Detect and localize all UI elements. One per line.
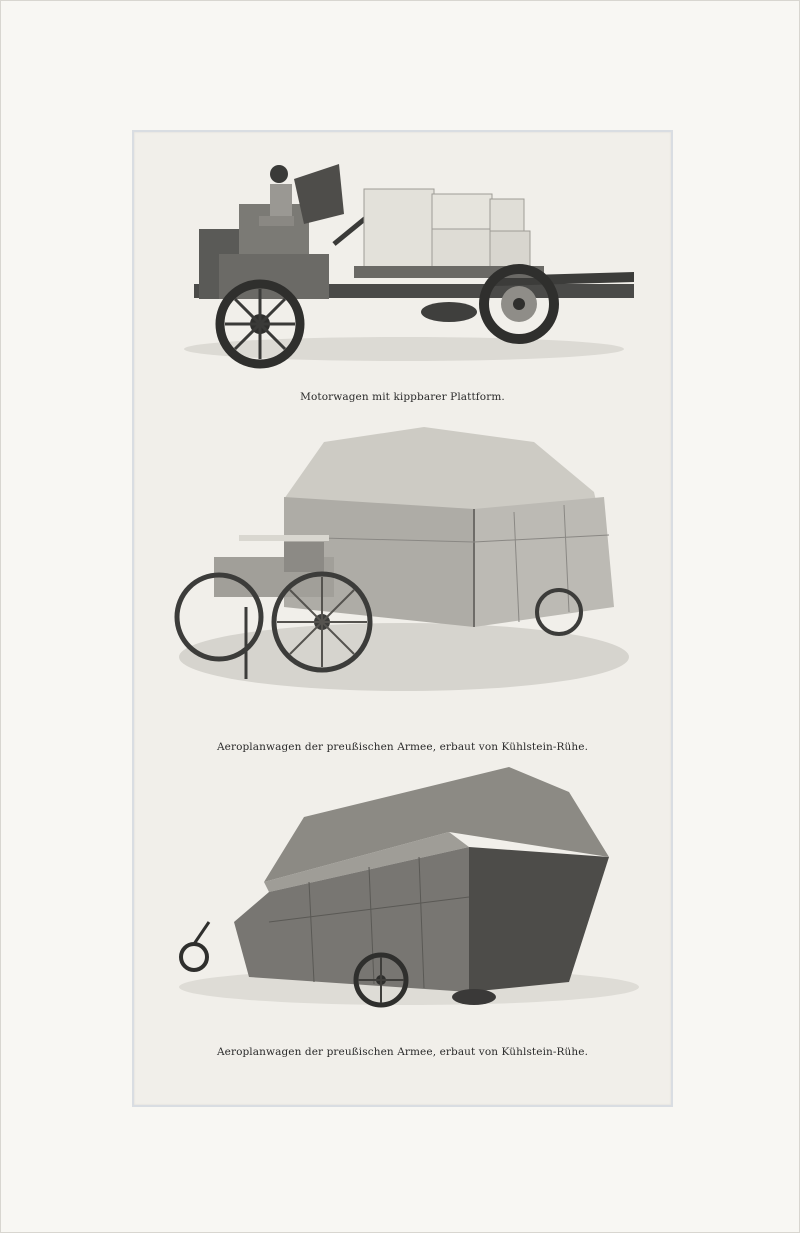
caption-aeroplane-wagon-2: Aeroplanwagen der preußischen Armee, erbaut von Kühlstein-Rühe. xyxy=(216,1046,589,1058)
motor-truck-photo xyxy=(164,144,644,374)
aeroplane-wagon-angle-photo xyxy=(169,762,649,1032)
aeroplane-wagon-side-photo xyxy=(174,417,634,717)
caption-aeroplane-wagon-1: Aeroplanwagen der preußischen Armee, erbaut von Kühlstein-Rühe. xyxy=(216,741,589,753)
caption-motor-truck: Motorwagen mit kippbarer Plattform. xyxy=(300,391,505,403)
print-plate xyxy=(132,130,673,1107)
